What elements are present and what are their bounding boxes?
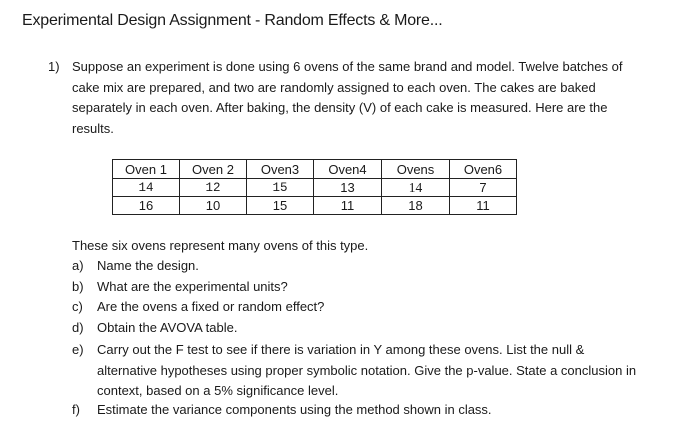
table-cell: 7 [450,179,517,197]
list-item-text: Carry out the F test to see if there is variation in Y among these ovens. List the null & alternative hypotheses using proper symbolic notation. Give the p-value. State a conclusion in context, based on a 5% significance level. [97,342,637,398]
list-item-text: Estimate the variance components using the method shown in class. [97,402,492,417]
table-header-cell: Ovens [382,160,450,179]
table-cell: 18 [382,197,450,215]
table-cell: 11 [314,197,382,215]
list-item-label: f) [72,402,80,417]
table-cell: 13 [314,179,382,197]
list-item-label: d) [72,320,84,335]
list-item-label: c) [72,299,83,314]
table-cell: 16 [113,197,180,215]
table-row [113,197,517,215]
list-item-text: Are the ovens a fixed or random effect? [97,299,325,314]
table-header-row [113,160,517,179]
table-cell: 10 [180,197,247,215]
table-cell: 11 [450,197,517,215]
table-cell: 14 [113,179,180,197]
document-title: Experimental Design Assignment - Random Effects & More... [22,12,443,29]
list-item-label: e) [72,342,84,357]
table-header-cell: Oven4 [314,160,382,179]
oven-data-table [112,159,517,215]
table-header-cell: Oven6 [450,160,517,179]
list-item-label: a) [72,258,84,273]
list-item-text: Obtain the AVOVA table. [97,320,238,335]
table-cell: 12 [180,179,247,197]
table-cell: 14 [382,179,450,197]
table-cell: 15 [247,179,314,197]
question-text: Suppose an experiment is done using 6 ovens of the same brand and model. Twelve batches of cake mix are prepared, and two are randomly assigned to each oven. The cakes are baked separately in each oven. After baking, the density (V) of each cake is measured. Here are the results. [72,59,623,136]
intro-text: These six ovens represent many ovens of this type. [72,238,369,253]
table-header-cell: Oven 2 [180,160,247,179]
table-row [113,179,517,197]
table-header-cell: Oven3 [247,160,314,179]
question-number: 1) [48,59,60,74]
list-item-text: What are the experimental units? [97,279,288,294]
list-item-label: b) [72,279,84,294]
table-header-cell: Oven 1 [113,160,180,179]
table-cell: 15 [247,197,314,215]
list-item-text: Name the design. [97,258,199,273]
